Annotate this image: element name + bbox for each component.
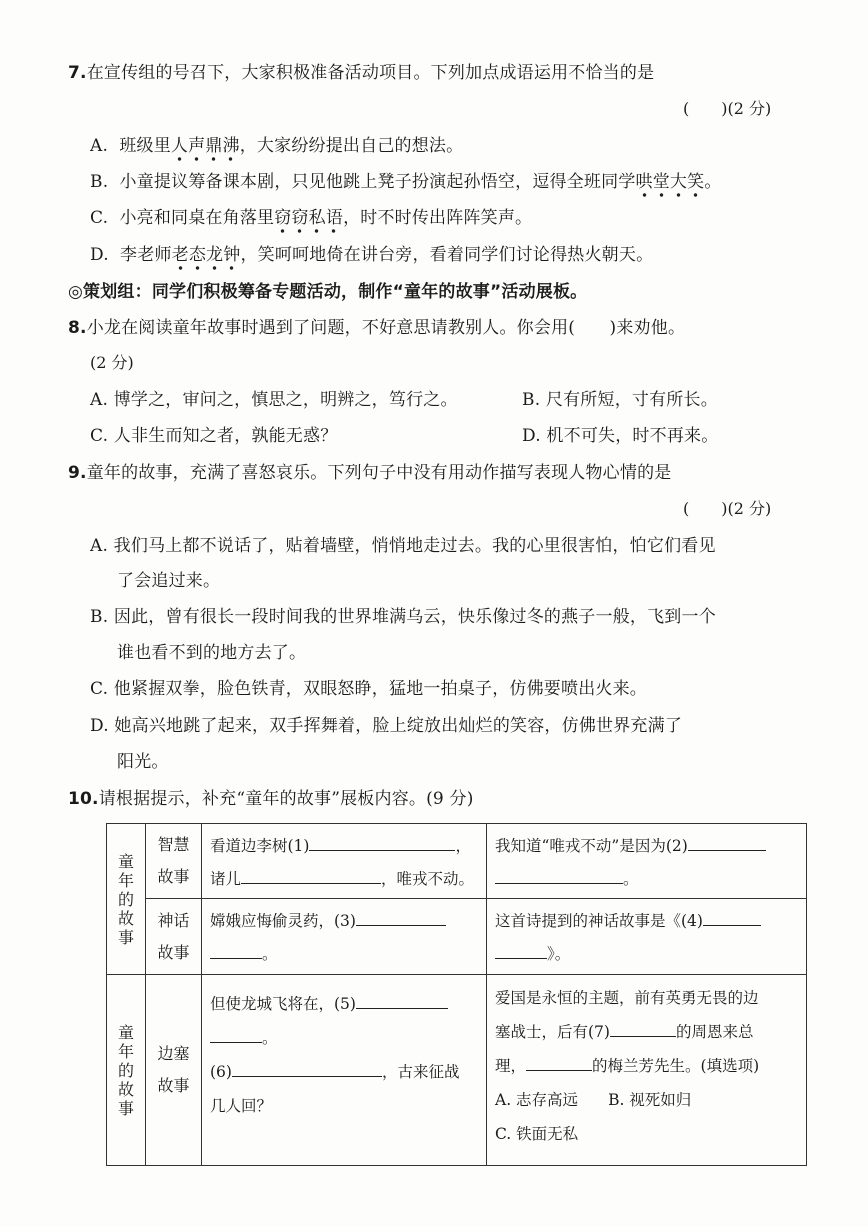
frontier-left-cell: 但使龙城飞将在，(5) 。 (6) ，古来征战 几人回？ bbox=[202, 975, 487, 1166]
blank-2[interactable] bbox=[688, 832, 766, 851]
q8-number: 8. bbox=[68, 318, 87, 338]
q8-option-d[interactable]: D. 机不可失，时不再来。 bbox=[522, 426, 719, 446]
q9-stem-text: 童年的故事，充满了喜怒哀乐。下列句子中没有用动作描写表现人物心情的是 bbox=[86, 463, 672, 483]
group-label-2: 童 年 的 故 事 bbox=[107, 975, 146, 1166]
blank-5[interactable] bbox=[356, 990, 448, 1009]
q9-option-c[interactable]: C. 他紧握双拳，脸色铁青，双眼怒睁，猛地一拍桌子，仿佛要喷出火来。 bbox=[90, 679, 648, 699]
blank-1b[interactable] bbox=[241, 865, 381, 884]
q7-option-c-idiom: 窃窃私语 bbox=[274, 208, 343, 234]
blank-7[interactable] bbox=[610, 1018, 676, 1037]
blank-8[interactable] bbox=[526, 1052, 592, 1071]
blank-2b[interactable] bbox=[495, 865, 623, 884]
q8-option-c[interactable]: C. 人非生而知之者，孰能无惑？ bbox=[90, 426, 338, 446]
q7-option-b-idiom: 哄堂大笑 bbox=[636, 172, 705, 198]
q7-option-d-idiom: 老态龙钟 bbox=[172, 245, 241, 271]
q7-score: ( )(2 分) bbox=[683, 99, 772, 118]
group-label-1: 童 年 的 故 事 bbox=[107, 824, 146, 975]
q8-score: (2 分) bbox=[90, 353, 134, 372]
q7-number: 7. bbox=[68, 63, 87, 83]
q8-option-b[interactable]: B. 尺有所短，寸有所长。 bbox=[522, 390, 718, 410]
q7-option-c[interactable]: C. 小亮和同桌在角落里窃窃私语，时不时传出阵阵笑声。 bbox=[90, 206, 532, 230]
myth-right-cell: 这首诗提到的神话故事是《(4) 》。 bbox=[487, 899, 807, 975]
q7-option-d[interactable]: D. 李老师老态龙钟，笑呵呵地倚在讲台旁，看着同学们讨论得热火朝天。 bbox=[90, 243, 653, 267]
q9-option-b-cont: 谁也看不到的地方去了。 bbox=[117, 643, 307, 663]
q9-option-a[interactable]: A. 我们马上都不说话了，贴着墙壁，悄悄地走过去。我的心里很害怕，怕它们看见 bbox=[90, 536, 716, 556]
choice-c[interactable]: C. 铁面无私 bbox=[495, 1125, 579, 1143]
q9-option-d-cont: 阳光。 bbox=[117, 752, 169, 772]
q9-option-b[interactable]: B. 因此，曾有很长一段时间我的世界堆满乌云，快乐像过冬的燕子一般，飞到一个 bbox=[90, 607, 716, 627]
blank-1[interactable] bbox=[309, 832, 455, 851]
q10-stem bbox=[68, 787, 474, 811]
choice-a[interactable]: A. 志存高远 bbox=[495, 1091, 579, 1109]
frontier-right-cell: 爱国是永恒的主题，前有英勇无畏的边 塞战士，后有(7) 的周恩来总 理， 的梅兰芳先生。(填选项) A. 志存高远 B. 视死如归 C. 铁面无私 bbox=[487, 975, 807, 1166]
myth-left-cell: 嫦娥应悔偷灵药，(3) 。 bbox=[202, 899, 487, 975]
q7-stem-text: 在宣传组的号召下，大家积极准备活动项目。下列加点成语运用不恰当的是 bbox=[86, 63, 655, 83]
wisdom-right-cell: 我知道“唯戎不动”是因为(2) 。 bbox=[487, 824, 807, 899]
q8-stem bbox=[68, 316, 685, 340]
q10-stem-text: 请根据提示，补充“童年的故事”展板内容。(9 分) bbox=[98, 789, 474, 809]
q9-number: 9. bbox=[68, 463, 87, 483]
blank-4[interactable] bbox=[703, 907, 761, 926]
blank-4b[interactable] bbox=[495, 940, 547, 959]
q8-stem-text: 小龙在阅读童年故事时遇到了问题，不好意思请教别人。你会用( )来劝他。 bbox=[86, 318, 686, 338]
q10-number: 10. bbox=[68, 789, 99, 809]
blank-3[interactable] bbox=[356, 907, 446, 926]
q8-option-a[interactable]: A. 博学之，审问之，慎思之，明辨之，笃行之。 bbox=[90, 390, 458, 410]
blank-6[interactable] bbox=[232, 1058, 382, 1077]
blank-5b[interactable] bbox=[210, 1024, 262, 1043]
q7-option-a[interactable]: A. 班级里人声鼎沸，大家纷纷提出自己的想法。 bbox=[90, 134, 463, 158]
q9-option-d[interactable]: D. 她高兴地跳了起来，双手挥舞着，脸上绽放出灿烂的笑容，仿佛世界充满了 bbox=[90, 716, 683, 736]
category-myth: 神话 故事 bbox=[146, 899, 202, 975]
category-wisdom: 智慧 故事 bbox=[146, 824, 202, 899]
q9-option-a-cont: 了会追过来。 bbox=[117, 571, 221, 591]
story-board-table bbox=[106, 823, 807, 1166]
category-frontier: 边塞 故事 bbox=[146, 975, 202, 1166]
choice-b[interactable]: B. 视死如归 bbox=[608, 1091, 692, 1109]
q9-stem bbox=[68, 461, 672, 485]
q7-option-a-idiom: 人声鼎沸 bbox=[171, 136, 240, 162]
q9-score: ( )(2 分) bbox=[683, 499, 772, 518]
wisdom-left-cell: 看道边李树(1) ， 诸儿 ，唯戎不动。 bbox=[202, 824, 487, 899]
blank-3b[interactable] bbox=[210, 940, 262, 959]
section-heading: ◎策划组：同学们积极筹备专题活动，制作“童年的故事”活动展板。 bbox=[68, 282, 588, 302]
q7-option-b[interactable]: B. 小童提议筹备课本剧，只见他跳上凳子扮演起孙悟空，逗得全班同学哄堂大笑。 bbox=[90, 170, 722, 194]
q7-stem bbox=[68, 61, 654, 85]
